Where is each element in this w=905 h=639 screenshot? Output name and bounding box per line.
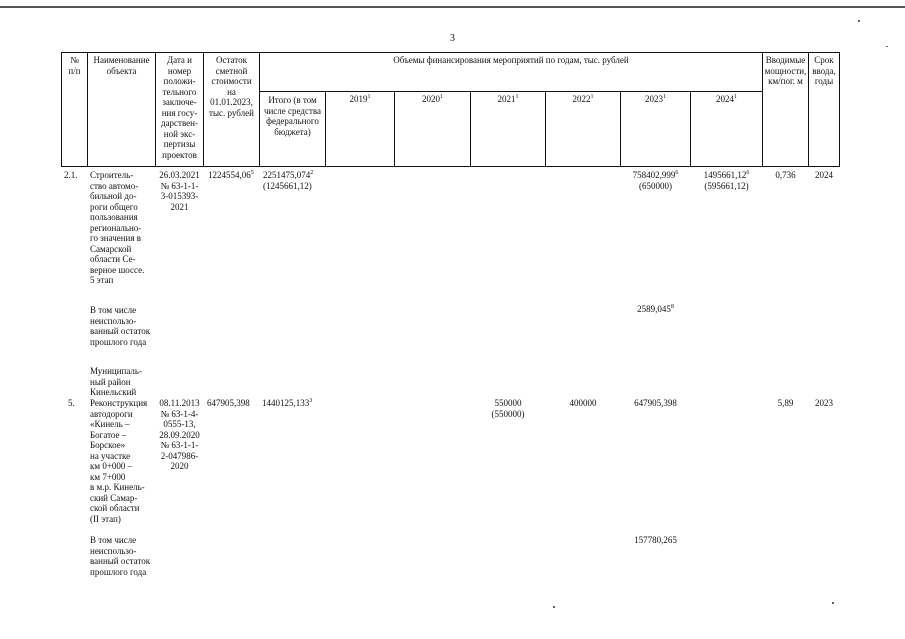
header-term: Срок ввода, годы [812, 55, 836, 86]
header-year-2023: 2023$^1$ [645, 94, 666, 104]
scan-speck [553, 606, 555, 608]
row-2-1-y2024: 1495661,12$^6$ (595661,12) [703, 170, 750, 191]
row-5-capacity: 5,89 [777, 398, 794, 408]
row-2-1-term: 2024 [815, 170, 833, 180]
header-year-2019: 2019$^1$ [349, 94, 371, 104]
header-year-2024: 2024$^1$ [716, 94, 737, 104]
row-2-1-capacity: 0,736 [775, 170, 796, 180]
row-2-1-num: 2.1. [64, 170, 78, 180]
row-5-y2023: 647905,398 [634, 398, 677, 408]
row-5-y2022: 400000 [569, 398, 597, 408]
header-year-2021: 2021$^1$ [497, 94, 519, 104]
header-capacity: Вводимые мощности, км/пог. м [764, 55, 807, 86]
scan-speck [858, 20, 860, 22]
scan-speck [832, 602, 834, 604]
row-5-rest: 647905,398 [207, 398, 250, 408]
header-date: Дата и номер положи- тельного заключе- ния госу- дарствен- ной экс- пертизы проектов [160, 55, 198, 160]
row-5-num: 5. [68, 398, 75, 408]
row-2-1-y2023: 758402,999$^6$ (650000) [632, 170, 679, 191]
header-year-2022: 2022$^1$ [572, 94, 594, 104]
row-5-sub-name: В том числе неиспользо- ванный остаток прошлого года [90, 535, 151, 577]
row-5-date: 08.11.2013 № 63-1-4- 0555-13, 28.09.2020 № 63-1-1- 2-047986- 2020 [159, 398, 200, 471]
row-5-sub-y2023: 157780,265 [634, 535, 677, 545]
row-2-1-date: 26.03.2021 № 63-1-1- 3-015393- 2021 [159, 170, 200, 212]
row-2-1-rest: 1224554,06$^5$ [208, 170, 254, 180]
scan-speck [886, 46, 888, 47]
header-num: № п/п [68, 55, 81, 76]
row-2-1-name: Строитель- ство автомо- бильной до- роги общего пользования регионально- го значения в Самарской области Се- верное шоссе. 5 этап [90, 170, 145, 285]
header-name: Наименование объекта [93, 55, 150, 76]
row-2-1-sub-y2023: 2589,045$^8$ [637, 304, 674, 314]
page-number: 3 [450, 33, 455, 44]
row-5-total: 1440125,133$^3$ [262, 398, 313, 408]
district-label: Муниципаль- ный район Кинельский [90, 366, 143, 397]
row-5-y2021: 550000 (550000) [491, 398, 525, 419]
header-rest: Остаток сметной стоимости на 01.01.2023, тыс. рублей [209, 55, 254, 118]
row-5-term: 2023 [815, 398, 833, 408]
header-total: Итого (в том числе средства федерального бюджета) [263, 95, 322, 137]
row-2-1-total: 2251475,074$^2$ (1245661,12) [263, 170, 314, 191]
row-2-1-sub-name: В том числе неиспользо- ванный остаток прошлого года [90, 305, 151, 347]
row-5-name: Реконструкция автодороги «Кинель – Богатое – Борское» на участке км 0+000 – км 7+000 в м.р. Кинель- ский Самар- ской области (II этап) [90, 398, 148, 524]
header-volumes: Объемы финансирования мероприятий по годам, тыс. рублей [393, 55, 629, 65]
top-rule [0, 6, 905, 8]
header-year-2020: 2020$^1$ [422, 94, 443, 104]
